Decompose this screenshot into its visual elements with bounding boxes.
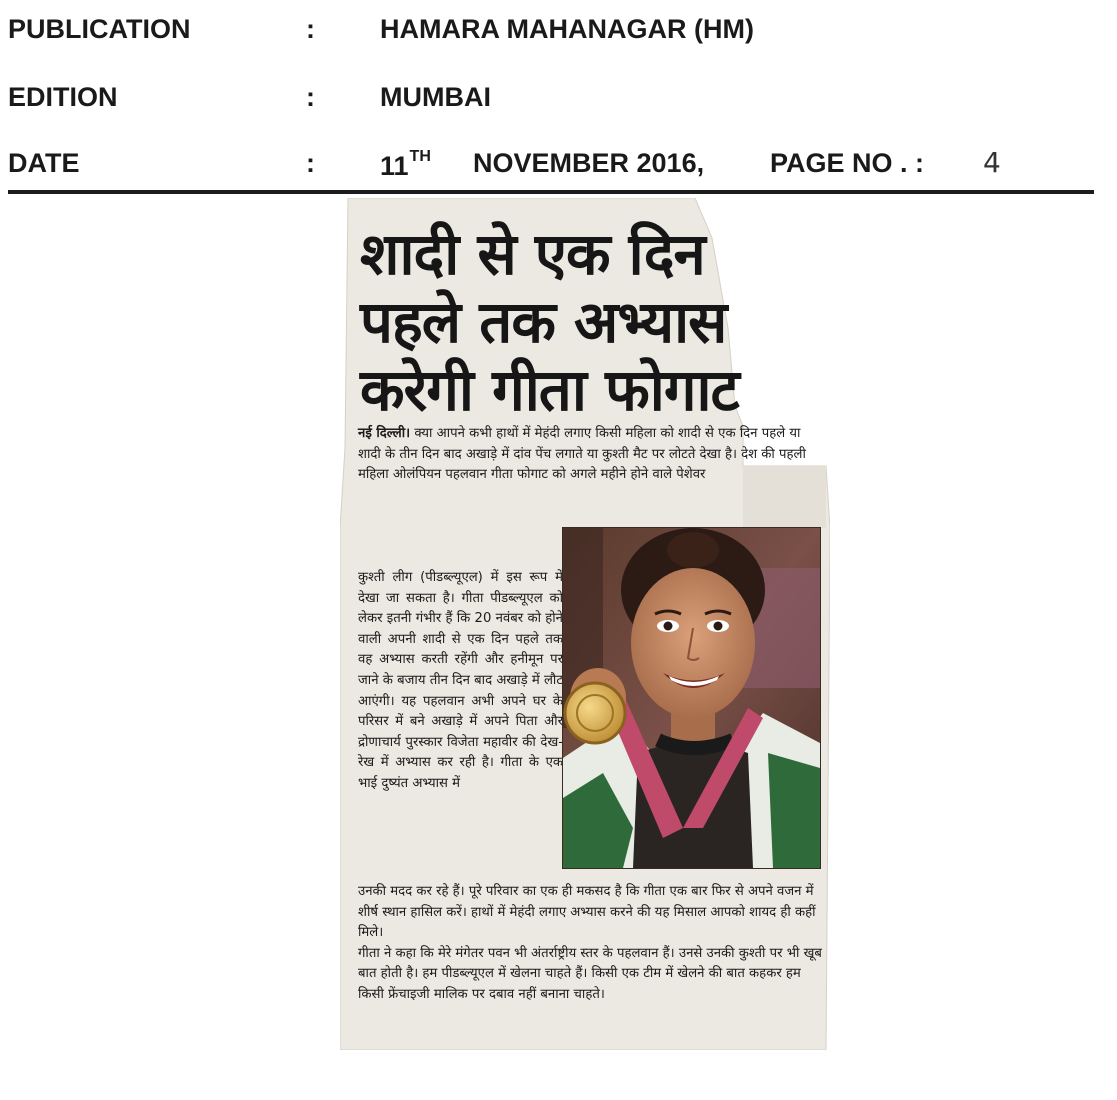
article-paragraph-quote: गीता ने कहा कि मेरे मंगेतर पवन भी अंतर्राष्ट्रीय स्तर के पहलवान हैं। उनसे उनकी कुश्ती पर भी खूब बात होती है। हम पीडब्ल्यूएल में खेलना चाहते हैं। किसी एक टीम में खेलने की बात कहकर हम किसी फ्रेंचाइजी मालिक पर दबाव नहीं बनाना चाहते।	[358, 945, 822, 1002]
headline-line-3: करेगी गीता फोगाट	[360, 356, 739, 424]
edition-label: EDITION	[8, 82, 118, 112]
date-value	[380, 146, 1001, 182]
newspaper-clipping	[340, 198, 830, 1050]
edition-value: MUMBAI	[380, 82, 491, 112]
publication-row	[0, 14, 1117, 54]
headline-line-2: पहले तक अभ्यास	[360, 288, 727, 356]
publication-label: PUBLICATION	[8, 14, 191, 44]
date-day-number: 11	[380, 151, 409, 181]
edition-row	[0, 82, 1117, 122]
date-month-year: NOVEMBER 2016,	[473, 148, 705, 178]
article-paragraph-continuation: उनकी मदद कर रहे हैं। पूरे परिवार का एक ही मकसद है कि गीता एक बार फिर से अपने वजन में शीर्ष स्थान हासिल करें। हाथों में मेहंदी लगाए अभ्यास करने की यह मिसाल आपको शायद ही कहीं मिले।	[358, 884, 816, 941]
date-day	[380, 148, 431, 181]
header-divider	[8, 190, 1094, 194]
article-lead-text: क्या आपने कभी हाथों में मेहंदी लगाए किसी महिला को शादी से एक दिन पहले या शादी के तीन दिन बाद अखाड़े में दांव पेंच लगाते या कुश्ती मैट पर लोटते देखा है। देश की पहली महिला ओलंपियन पहलवान गीता फोगाट को अगले महीने होने वाले पेशेवर	[358, 426, 806, 483]
wrestler-photo-illustration	[563, 528, 820, 868]
article-lead	[358, 424, 823, 486]
date-day-suffix: TH	[409, 148, 431, 165]
date-colon: :	[306, 148, 315, 178]
article-column-left: कुश्ती लीग (पीडब्ल्यूएल) में इस रूप में देखा जा सकता है। गीता पीडब्ल्यूएल को लेकर इतनी गंभीर हैं कि 20 नवंबर को होने वाली अपनी शादी से एक दिन पहले तक वह अभ्यास करती रहेंगी और हनीमून पर जाने के बजाय तीन दिन बाद अखाड़े में लौट आएंगी। यह पहलवान अभी अपने घर के परिसर में बने अखाड़े में अपने पिता और द्रोणाचार्य पुरस्कार विजेता महावीर की देख-रेख में अभ्यास कर रही है। गीता के एक भाई दुष्यंत अभ्यास में	[358, 570, 563, 791]
publication-colon: :	[306, 14, 315, 44]
page-number-handwritten: 4	[983, 146, 1001, 179]
article-photo-wrestler-with-medal	[562, 527, 821, 869]
publication-value: HAMARA MAHANAGAR (HM)	[380, 14, 754, 44]
article-column-bottom	[358, 882, 823, 1006]
article-dateline: नई दिल्ली।	[358, 426, 411, 441]
edition-colon: :	[306, 82, 315, 112]
headline-line-1: शादी से एक दिन	[360, 220, 705, 288]
date-label: DATE	[8, 148, 80, 178]
article-headline	[360, 220, 740, 424]
date-row	[0, 148, 1117, 188]
page-number-label: PAGE NO . :	[770, 148, 925, 178]
